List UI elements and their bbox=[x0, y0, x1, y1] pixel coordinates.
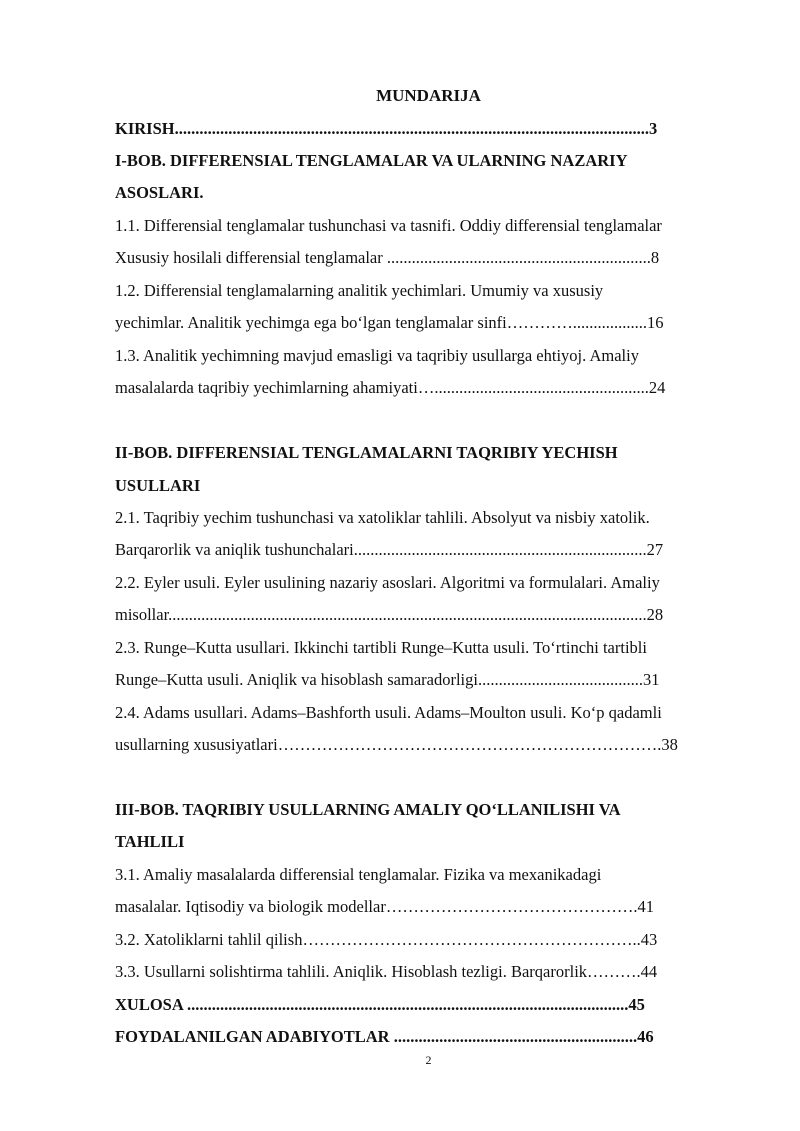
toc-entry-2-1: 2.1. Taqribiy yechim tushunchasi va xatoliklar tahlili. Absolyut va nisbiy xatolik. bbox=[115, 508, 650, 527]
page-number: 2 bbox=[425, 1053, 432, 1067]
chapter-heading-1-cont: ASOSLARI. bbox=[115, 183, 204, 202]
chapter-heading-3-cont: TAHLILI bbox=[115, 832, 185, 851]
toc-entry-1-2-cont: yechimlar. Analitik yechimga ega bo‘lgan tenglamalar sinfi…………..................16 bbox=[115, 313, 664, 332]
toc-entry-3-3: 3.3. Usullarni solishtirma tahlili. Aniqlik. Hisoblash tezligi. Barqarorlik……….44 bbox=[115, 962, 658, 981]
toc-entry-3-2: 3.2. Xatoliklarni tahlil qilish……………………………………………………..43 bbox=[115, 930, 658, 949]
toc-entry-3-1: 3.1. Amaliy masalalarda differensial tenglamalar. Fizika va mexanikadagi bbox=[115, 865, 602, 884]
toc-entry-xulosa: XULOSA ...........................................................................................................45 bbox=[115, 995, 645, 1014]
chapter-heading-2-cont: USULLARI bbox=[115, 476, 201, 495]
toc-entry-adabiyotlar: FOYDALANILGAN ADABIYOTLAR ...........................................................46 bbox=[115, 1027, 654, 1046]
toc-entry-2-3-cont: Runge–Kutta usuli. Aniqlik va hisoblash samaradorligi........................................31 bbox=[115, 670, 660, 689]
chapter-heading-1: I-BOB. DIFFERENSIAL TENGLAMALAR VA ULARNING NAZARIY bbox=[115, 151, 628, 170]
toc-entry-kirish: KIRISH...................................................................................................................3 bbox=[115, 119, 658, 138]
toc-entry-1-1-cont: Xususiy hosilali differensial tenglamalar ................................................................8 bbox=[115, 248, 660, 267]
toc-entry-1-3-cont: masalalarda taqribiy yechimlarning ahamiyati…....................................................24 bbox=[115, 378, 666, 397]
toc-entry-2-2: 2.2. Eyler usuli. Eyler usulining nazariy asoslari. Algoritmi va formulalari. Amaliy bbox=[115, 573, 660, 592]
toc-entry-2-4-cont: usullarning xususiyatlari…………………………………………………………….38 bbox=[115, 735, 678, 754]
toc-entry-2-2-cont: misollar....................................................................................................................28 bbox=[115, 605, 664, 624]
toc-entry-1-1: 1.1. Differensial tenglamalar tushunchasi va tasnifi. Oddiy differensial tenglamalar bbox=[115, 216, 662, 235]
toc-entry-2-4: 2.4. Adams usullari. Adams–Bashforth usuli. Adams–Moulton usuli. Ko‘p qadamli bbox=[115, 703, 662, 722]
chapter-heading-3: III-BOB. TAQRIBIY USULLARNING AMALIY QO‘LLANILISHI VA bbox=[115, 800, 621, 819]
toc-entry-3-1-cont: masalalar. Iqtisodiy va biologik modellar……………………………………….41 bbox=[115, 897, 654, 916]
chapter-heading-2: II-BOB. DIFFERENSIAL TENGLAMALARNI TAQRIBIY YECHISH bbox=[115, 443, 618, 462]
toc-entry-2-3: 2.3. Runge–Kutta usullari. Ikkinchi tartibli Runge–Kutta usuli. To‘rtinchi tartibli bbox=[115, 638, 647, 657]
page-title: MUNDARIJA bbox=[376, 86, 481, 105]
toc-entry-1-2: 1.2. Differensial tenglamalarning analitik yechimlari. Umumiy va xususiy bbox=[115, 281, 604, 300]
toc-entry-1-3: 1.3. Analitik yechimning mavjud emasligi va taqribiy usullarga ehtiyoj. Amaliy bbox=[115, 346, 639, 365]
toc-entry-2-1-cont: Barqarorlik va aniqlik tushunchalari.......................................................................27 bbox=[115, 540, 664, 559]
